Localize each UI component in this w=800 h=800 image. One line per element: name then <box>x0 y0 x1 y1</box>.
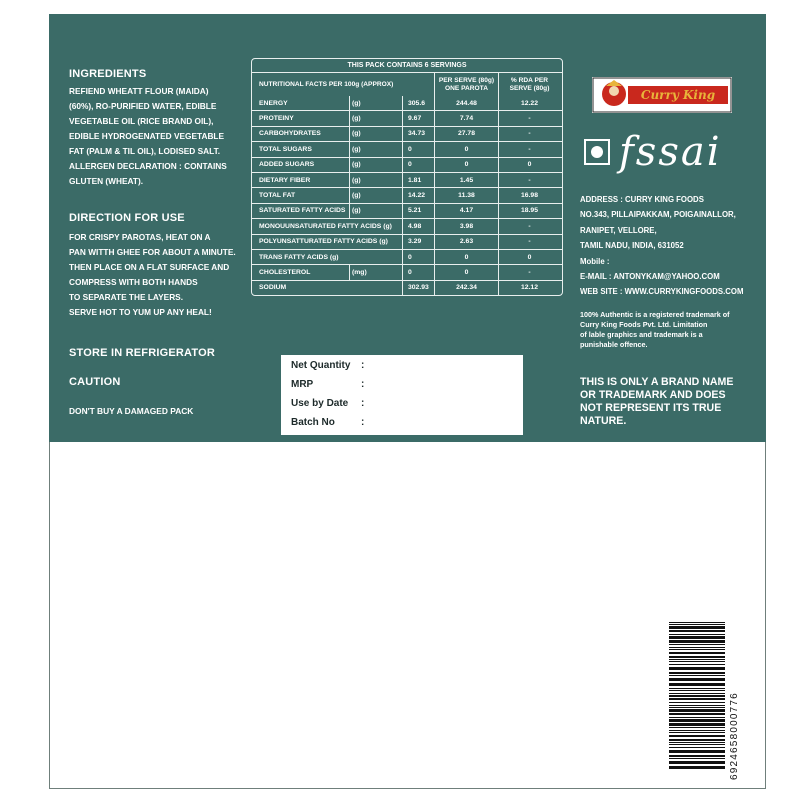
fssai-logo: fssai <box>619 129 722 175</box>
barcode-bar <box>669 750 725 753</box>
barcode-bar <box>669 649 725 650</box>
nutrient-unit: (g) <box>349 142 402 156</box>
nutrient-name: TOTAL SUGARS <box>259 145 312 153</box>
pack-info-box <box>281 355 523 435</box>
nutrition-row <box>252 172 562 187</box>
veg-mark-icon <box>584 139 610 165</box>
value-per-100g: 305.6 <box>402 96 434 110</box>
barcode-bar <box>669 732 725 733</box>
batch-no-label: Batch No <box>291 417 335 428</box>
value-per-100g: 4.98 <box>402 219 434 233</box>
rda-percent: 0 <box>498 250 560 264</box>
nutrition-row <box>252 126 562 141</box>
directions-text <box>69 230 236 320</box>
ingredients-line: VEGETABLE OIL (RICE BRAND OIL), <box>69 116 214 126</box>
use-by-date-label: Use by Date <box>291 398 349 409</box>
barcode-bar <box>669 723 725 726</box>
header-rda-line: SERVE (80g) <box>509 84 550 92</box>
nutrition-row <box>252 234 562 249</box>
nutrient-unit: (g) <box>349 173 402 187</box>
rda-percent: - <box>498 173 560 187</box>
brand-notice <box>580 376 733 428</box>
barcode-bar <box>669 730 725 731</box>
header-rda <box>498 73 560 96</box>
barcode-bar <box>669 695 725 697</box>
logo-wordmark: Curry King <box>640 88 716 102</box>
address-line: RANIPET, VELLORE, <box>580 225 657 235</box>
directions-heading: DIRECTION FOR USE <box>69 212 185 224</box>
value-per-serve: 4.17 <box>434 204 498 218</box>
ingredients-text <box>69 84 227 189</box>
value-per-serve: 0 <box>434 142 498 156</box>
value-per-100g: 9.67 <box>402 111 434 125</box>
barcode-number: 6924658000776 <box>729 692 740 780</box>
value-per-100g: 302.93 <box>402 281 434 295</box>
caution-heading: CAUTION <box>69 376 121 388</box>
barcode-bar <box>669 758 725 759</box>
top-strip <box>49 14 766 44</box>
nutrition-header-row <box>252 72 562 96</box>
value-per-serve: 242.34 <box>434 281 498 295</box>
barcode-bar <box>669 761 725 764</box>
nutrition-title: THIS PACK CONTAINS 6 SERVINGS <box>347 62 467 69</box>
nutrient-name: MONOUUNSATURATED FATTY ACIDS (g) <box>259 222 392 230</box>
barcode-bar <box>669 683 725 686</box>
barcode-bar <box>669 678 725 681</box>
trademark-notice <box>580 310 730 350</box>
trademark-line: punishable offence. <box>580 340 648 349</box>
nutrition-row <box>252 157 562 172</box>
rda-percent: 0 <box>498 158 560 172</box>
mrp-sep: : <box>361 379 365 390</box>
value-per-100g: 0 <box>402 250 434 264</box>
barcode-bar <box>669 709 725 712</box>
directions-line: PAN WITTH GHEE FOR ABOUT A MINUTE. <box>69 247 236 257</box>
value-per-serve: 11.38 <box>434 188 498 202</box>
nutrition-row <box>252 187 562 202</box>
barcode-bar <box>669 735 725 737</box>
nutrient-unit: (g) <box>349 204 402 218</box>
barcode-bar <box>669 705 725 706</box>
barcode-bar <box>669 634 725 635</box>
barcode-bar <box>669 661 725 662</box>
barcode-bar <box>669 742 725 743</box>
value-per-serve: 3.98 <box>434 219 498 233</box>
barcode-bar <box>669 727 725 728</box>
rda-percent: 16.98 <box>498 188 560 202</box>
nutrition-row <box>252 218 562 233</box>
address-line: ADDRESS : CURRY KING FOODS <box>580 195 704 204</box>
directions-line: THEN PLACE ON A FLAT SURFACE AND <box>69 262 230 272</box>
curry-king-logo <box>592 77 732 113</box>
barcode-bar <box>669 702 725 703</box>
value-per-serve: 0 <box>434 250 498 264</box>
barcode-bar <box>669 640 725 643</box>
ingredients-line: ALLERGEN DECLARATION : CONTAINS <box>69 161 227 171</box>
directions-line: COMPRESS WITH BOTH HANDS <box>69 277 198 287</box>
barcode-bar <box>669 667 725 670</box>
ingredients-line: (60%), RO-PURIFIED WATER, EDIBLE <box>69 101 217 111</box>
nutrient-name: ENERGY <box>259 99 288 107</box>
barcode-bar <box>669 747 725 748</box>
value-per-100g: 14.22 <box>402 188 434 202</box>
value-per-serve: 2.63 <box>434 235 498 249</box>
barcode-bar <box>669 622 725 623</box>
value-per-serve: 1.45 <box>434 173 498 187</box>
barcode-bar <box>669 675 725 676</box>
net-quantity-row <box>291 360 364 371</box>
value-per-100g: 0 <box>402 158 434 172</box>
nutrition-row <box>252 264 562 279</box>
rda-percent: 18.95 <box>498 204 560 218</box>
nutrition-row <box>252 203 562 218</box>
nutrient-unit: (mg) <box>349 265 402 279</box>
use-by-date-sep: : <box>361 398 365 409</box>
header-per-serve-line: PER SERVE (80g) <box>438 76 495 84</box>
net-quantity-sep: : <box>361 360 365 371</box>
value-per-serve: 0 <box>434 158 498 172</box>
barcode-bar <box>669 688 725 689</box>
ingredients-line: REFIEND WHEATT FLOUR (MAIDA) <box>69 86 209 96</box>
barcode-bar <box>669 713 725 715</box>
ingredients-line: GLUTEN (WHEAT). <box>69 176 144 186</box>
address-line: WEB SITE : WWW.CURRYKINGFOODS.COM <box>580 287 744 297</box>
nutrient-name: TRANS FATTY ACIDS (g) <box>259 253 339 261</box>
mrp-row <box>291 379 364 390</box>
trademark-line: of lable graphics and trademark is a <box>580 330 703 339</box>
ingredients-line: EDIBLE HYDROGENATED VEGETABLE <box>69 131 225 141</box>
header-nutrition-facts: NUTRITIONAL FACTS PER 100g (APPROX) <box>259 80 394 88</box>
barcode-bar <box>669 719 725 722</box>
directions-line: FOR CRISPY PAROTAS, HEAT ON A <box>69 232 211 242</box>
brand-notice-line: OR TRADEMARK AND DOES <box>580 389 726 401</box>
barcode-bar <box>669 652 725 654</box>
barcode-bar <box>669 636 725 639</box>
address-line: E-MAIL : ANTONYKAM@YAHOO.COM <box>580 272 720 282</box>
header-rda-line: % RDA PER <box>510 76 549 84</box>
trademark-line: Curry King Foods Pvt. Ltd. Limitation <box>580 320 708 329</box>
barcode-bar <box>669 744 725 745</box>
ingredients-heading: INGREDIENTS <box>69 68 147 80</box>
barcode-bar <box>669 664 725 665</box>
curry-king-logo-graphic <box>592 77 732 113</box>
barcode-bar <box>669 707 725 708</box>
value-per-100g: 5.21 <box>402 204 434 218</box>
nutrition-row <box>252 249 562 264</box>
rda-percent: 12.12 <box>498 281 560 295</box>
value-per-100g: 0 <box>402 265 434 279</box>
nutrition-title-row <box>252 59 562 72</box>
nutrition-table <box>251 58 563 296</box>
rda-percent: - <box>498 219 560 233</box>
nutrient-name: SODIUM <box>259 284 287 292</box>
trademark-line: 100% Authentic is a registered trademark of <box>580 310 730 319</box>
mrp-label: MRP <box>291 379 314 390</box>
directions-line: TO SEPARATE THE LAYERS. <box>69 292 184 302</box>
barcode-bar <box>669 717 725 718</box>
barcode-bar <box>669 656 725 658</box>
rda-percent: - <box>498 265 560 279</box>
nutrition-row <box>252 141 562 156</box>
value-per-serve: 7.74 <box>434 111 498 125</box>
value-per-serve: 27.78 <box>434 127 498 141</box>
nutrient-name: PROTEINY <box>259 115 294 123</box>
address-block <box>580 192 743 300</box>
nutrient-unit: (g) <box>349 188 402 202</box>
nutrient-unit: (g) <box>349 111 402 125</box>
barcode-bar <box>669 659 725 660</box>
nutrient-name: CARBOHYDRATES <box>259 130 321 138</box>
value-per-100g: 3.29 <box>402 235 434 249</box>
value-per-100g: 0 <box>402 142 434 156</box>
use-by-date-row <box>291 398 364 409</box>
barcode-bar <box>669 624 725 625</box>
ingredients-line: FAT (PALM & TIL OIL), LODISED SALT. <box>69 146 221 156</box>
rda-percent: - <box>498 235 560 249</box>
nutrient-unit: (g) <box>349 158 402 172</box>
barcode <box>667 618 743 783</box>
nutrition-row <box>252 96 562 110</box>
brand-notice-line: NOT REPRESENT ITS TRUE <box>580 402 722 414</box>
caution-text: DON'T BUY A DAMAGED PACK <box>69 406 194 416</box>
barcode-bar <box>669 698 725 700</box>
storage-instruction: STORE IN REFRIGERATOR <box>69 347 215 359</box>
nutrition-rows <box>252 96 562 295</box>
address-line: NO.343, PILLAIPAKKAM, POIGAINALLOR, <box>580 210 736 220</box>
barcode-bar <box>669 626 725 629</box>
rda-percent: - <box>498 127 560 141</box>
nutrient-unit: (g) <box>349 127 402 141</box>
nutrient-name: DIETARY FIBER <box>259 176 311 184</box>
brand-notice-line: NATURE. <box>580 415 627 427</box>
value-per-100g: 34.73 <box>402 127 434 141</box>
barcode-bar <box>669 644 725 645</box>
barcode-bar <box>669 693 725 694</box>
batch-no-sep: : <box>361 417 365 428</box>
nutrient-name: SATURATED FATTY ACIDS <box>259 207 346 215</box>
brand-notice-line: THIS IS ONLY A BRAND NAME <box>580 376 734 388</box>
nutrition-row <box>252 280 562 295</box>
barcode-bar <box>669 647 725 648</box>
nutrient-name: CHOLESTEROL <box>259 268 311 276</box>
barcode-bar <box>669 755 725 757</box>
nutrient-name: TOTAL FAT <box>259 192 296 200</box>
nutrient-name: ADDED SUGARS <box>259 161 315 169</box>
barcode-bar <box>669 739 725 741</box>
nutrient-name: POLYUNSATTURATED FATTY ACIDS (g) <box>259 238 388 246</box>
rda-percent: - <box>498 142 560 156</box>
directions-line: SERVE HOT TO YUM UP ANY HEAL! <box>69 307 212 317</box>
value-per-serve: 0 <box>434 265 498 279</box>
barcode-bar <box>669 672 725 674</box>
header-per-serve-line: ONE PAROTA <box>445 84 488 92</box>
nutrition-row <box>252 110 562 125</box>
barcode-bar <box>669 630 725 632</box>
address-line: TAMIL NADU, INDIA, 631052 <box>580 241 684 251</box>
value-per-serve: 244.48 <box>434 96 498 110</box>
batch-no-row <box>291 417 364 428</box>
header-per-serve <box>434 73 498 96</box>
nutrient-unit: (g) <box>349 96 402 110</box>
barcode-bar <box>669 690 725 691</box>
rda-percent: 12.22 <box>498 96 560 110</box>
barcode-bar <box>669 766 725 769</box>
rda-percent: - <box>498 111 560 125</box>
address-line: Mobile : <box>580 256 610 266</box>
net-quantity-label: Net Quantity <box>291 360 351 371</box>
value-per-100g: 1.81 <box>402 173 434 187</box>
